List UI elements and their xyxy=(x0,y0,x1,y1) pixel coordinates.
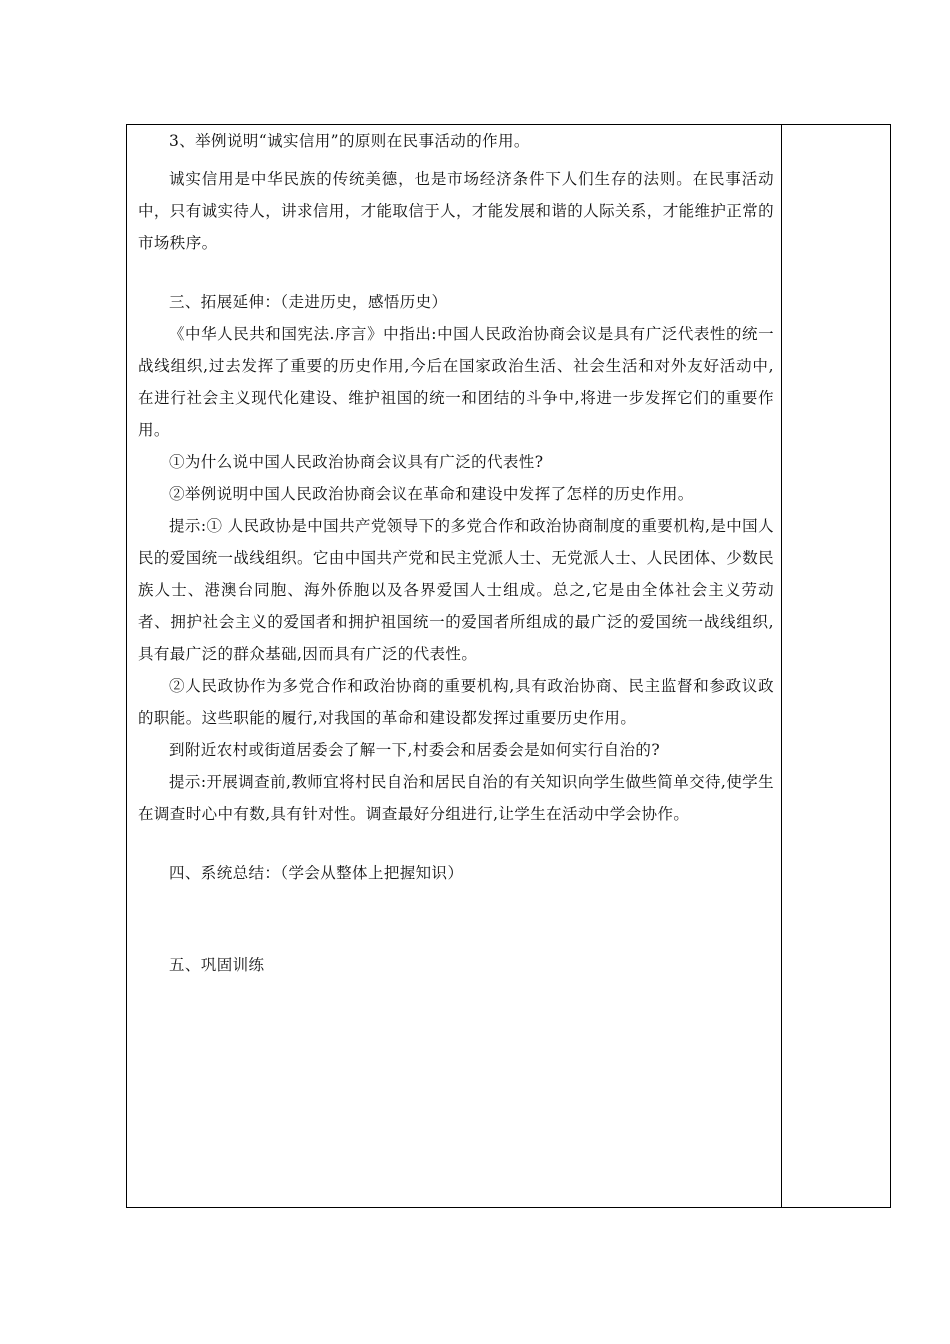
section3-hint1: 提示:① 人民政协是中国共产党领导下的多党合作和政治协商制度的重要机构,是中国人民的爱国统一战线组织。它由中国共产党和民主党派人士、无党派人士、人民团体、少数民族人士、港澳台同胞、海外侨胞以及各界爱国人士组成。总之,它是由全体社会主义劳动者、拥护社会主义的爱国者和拥护祖国统一的爱国者所组成的最广泛的爱国统一战线组织,具有最广泛的群众基础,因而具有广泛的代表性。 xyxy=(138,517,775,663)
main-content-cell xyxy=(138,125,774,981)
section3-question1: ①为什么说中国人民政治协商会议具有广泛的代表性? xyxy=(169,453,544,471)
section3-quote: 《中华人民共和国宪法.序言》中指出:中国人民政治协商会议是具有广泛代表性的统一战线组织,过去发挥了重要的历史作用,今后在国家政治生活、社会生活和对外友好活动中,在进行社会主义现代化建设、维护祖国的统一和团结的斗争中,将进一步发挥它们的重要作用。 xyxy=(138,325,774,439)
item3-answer: 诚实信用是中华民族的传统美德，也是市场经济条件下人们生存的法则。在民事活动中，只有诚实待人，讲求信用，才能取信于人，才能发展和谐的人际关系，才能维护正常的市场秩序。 xyxy=(138,170,775,252)
section3-heading: 三、拓展延伸：（走进历史，感悟历史） xyxy=(169,293,448,311)
item3-question: 3、举例说明“诚实信用”的原则在民事活动的作用。 xyxy=(169,132,530,150)
section3-activity: 到附近农村或街道居委会了解一下,村委会和居委会是如何实行自治的? xyxy=(169,741,661,759)
section5-heading: 五、巩固训练 xyxy=(169,956,265,974)
notes-cell xyxy=(782,125,891,1207)
section3-hint2: ②人民政协作为多党合作和政治协商的重要机构,具有政治协商、民主监督和参政议政的职能。这些职能的履行,对我国的革命和建设都发挥过重要历史作用。 xyxy=(138,677,774,727)
section4-heading: 四、系统总结：（学会从整体上把握知识） xyxy=(169,864,464,882)
section3-hint3: 提示:开展调查前,教师宜将村民自治和居民自治的有关知识向学生做些简单交待,使学生在调查时心中有数,具有针对性。调查最好分组进行,让学生在活动中学会协作。 xyxy=(138,773,774,823)
section3-question2: ②举例说明中国人民政治协商会议在革命和建设中发挥了怎样的历史作用。 xyxy=(169,485,694,503)
lesson-table xyxy=(126,124,891,1208)
